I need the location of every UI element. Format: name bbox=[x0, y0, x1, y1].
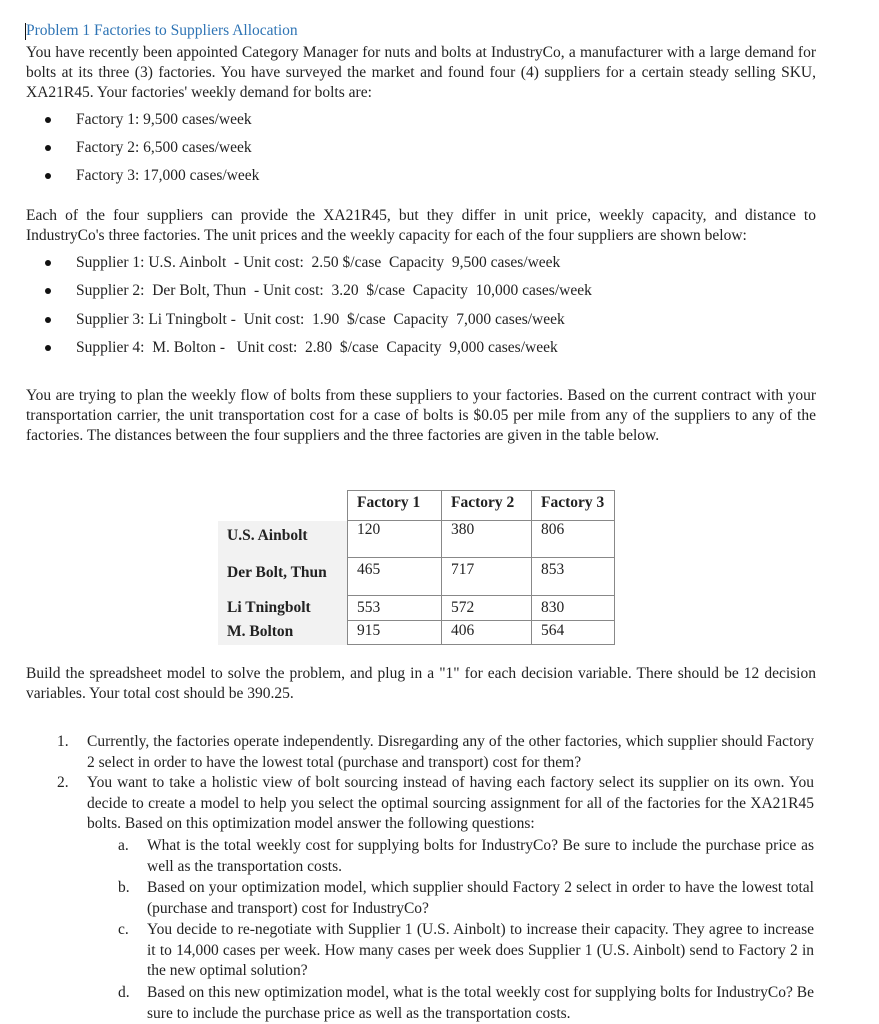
table-cell: 915 bbox=[348, 621, 442, 645]
transport-paragraph: You are trying to plan the weekly flow of bolts from these suppliers to your factories. Based on the current contract with your transportation carrier, the unit transportation cost for a case of bolts is $0.05 per mile from any of the suppliers to any of the factories. The distances between the four suppliers and the three factories are given in the table below. bbox=[26, 387, 816, 444]
row-label: M. Bolton bbox=[218, 621, 348, 645]
intro-paragraph: You have recently been appointed Category Manager for nuts and bolts at IndustryCo, a manufacturer with a large demand for bolts at its three (3) factories. You have surveyed the market and found four (4) suppliers for a certain steady selling SKU, XA21R45. Your factories' weekly demand for bolts are: bbox=[26, 44, 816, 101]
table-cell: 806 bbox=[532, 521, 615, 558]
table-cell: 380 bbox=[442, 521, 532, 558]
row-label: Der Bolt, Thun bbox=[218, 558, 348, 596]
question-text: Currently, the factories operate independently. Disregarding any of the other factories, which supplier should Factory 2 select in order to have the lowest total (purchase and transport) cost for them? bbox=[87, 733, 814, 771]
table-cell: 406 bbox=[442, 621, 532, 645]
distance-table bbox=[218, 490, 615, 645]
bullet-dot-icon bbox=[45, 145, 51, 151]
table-cell: 120 bbox=[348, 521, 442, 558]
problem-title: Problem 1 Factories to Suppliers Allocation bbox=[26, 22, 298, 39]
table-row bbox=[218, 621, 615, 645]
question-number: 2. bbox=[57, 774, 69, 791]
question-text: You want to take a holistic view of bolt sourcing instead of having each factory select its supplier on its own. You decide to create a model to help you select the optimal sourcing assignment for all of the factories for the XA21R45 bolts. Based on this optimization model answer the following questions: bbox=[87, 774, 814, 832]
bullet-dot-icon bbox=[45, 317, 51, 323]
subquestion-text: Based on your optimization model, which supplier should Factory 2 select in order to have the lowest total (purchase and transport) cost for IndustryCo? bbox=[147, 879, 814, 917]
document-page: Problem 1 Factories to Suppliers Allocation You have recently been appointed Category Manager for nuts and bolts at IndustryCo, a manufacturer with a large demand for bolts at its three (3) factories. You have surveyed the market and found four (4) suppliers for a certain steady selling SKU, XA21R45. Your factories' weekly demand for bolts are: Factory 1: 9,500 cases/week Factory 2: 6,500 cases/week Factory 3: 17,000 cases/week Each of the four suppliers can provide the XA21R45, but they differ in unit price, weekly capacity, and distance to IndustryCo's three factories. The unit prices and the weekly capacity for each of the four suppliers are shown below: Supplier 1: U.S. Ainbolt - Unit cost: 2.50 $/case Capacity 9,500 cases/week Supplier 2: Der Bolt, Thun - Unit cost: 3.20 $/case Capacity 10,000 cases/week Supplier 3: Li Tningbolt - Unit cost: 1.90 $/case Capacity 7,000 cases/week Supplier 4: M. Bolton - Unit cost: 2.80 $/case Capacity 9,000 cases/week You are trying to plan the weekly flow of bolts from these suppliers to your factories. Based on the current contract with your transportation carrier, the unit transportation cost for a case of bolts is $0.05 per mile from any of the suppliers to any of the factories. The distances between the four suppliers and the three factories are given in the table below. Factory 1 Factory 2 Factory 3 U.S. Ainbolt 120 380 806 Der Bolt, Thun 465 717 853 Li Tningbolt 553 572 830 M. Bolton 915 406 564 Build the spreadsheet model to solve the problem, and plug in a "1" for each decision variable. There should be 12 decision variables. Your total cost should be 390.25. 1. Currently, the factories operate independently. Disregarding any of the other factories, which supplier should Factory 2 select in order to have the lowest total (purchase and transport) cost for them? 2. You want to take a holistic view of bolt sourcing instead of having each factory select its supplier on its own. You decide to create a model to help you select the optimal sourcing assignment for all of the factories for the XA21R45 bolts. Based on this optimization model answer the following questions: a. What is the total weekly cost for supplying bolts for IndustryCo? Be sure to include the purchase price as well as the transportation costs. b. Based on your optimization model, which supplier should Factory 2 select in order to have the lowest total (purchase and transport) cost for IndustryCo? c. You decide to re-negotiate with Supplier 1 (U.S. Ainbolt) to increase their capacity. They agree to increase it to 14,000 cases per week. How many cases per week does Supplier 1 (U.S. Ainbolt) send to Factory 2 in the new optimal solution? d. Based on this new optimization model, what is the total weekly cost for supplying bolts for IndustryCo? Be sure to include the purchase price as well as the transportation costs. bbox=[0, 0, 879, 1024]
question-number: 1. bbox=[57, 733, 69, 750]
table-row bbox=[218, 558, 615, 596]
column-header: Factory 2 bbox=[442, 491, 532, 521]
table-cell: 564 bbox=[532, 621, 615, 645]
row-label: Li Tningbolt bbox=[218, 596, 348, 621]
table-cell: 553 bbox=[348, 596, 442, 621]
subquestion-text: Based on this new optimization model, what is the total weekly cost for supplying bolts for IndustryCo? Be sure to include the purchase price as well as the transportation costs. bbox=[147, 984, 814, 1022]
subquestion-letter: c. bbox=[118, 921, 129, 938]
table-row bbox=[218, 521, 615, 558]
bullet-dot-icon bbox=[45, 260, 51, 266]
row-label: U.S. Ainbolt bbox=[218, 521, 348, 558]
bullet-dot-icon bbox=[45, 345, 51, 351]
bullet-dot-icon bbox=[45, 288, 51, 294]
bullet-dot-icon bbox=[45, 173, 51, 179]
table-row bbox=[218, 596, 615, 621]
table-cell: 717 bbox=[442, 558, 532, 596]
subquestion-text: You decide to re-negotiate with Supplier 1 (U.S. Ainbolt) to increase their capacity. They agree to increase it to 14,000 cases per week. How many cases per week does Supplier 1 (U.S. Ainbolt) send to Factory 2 in the new optimal solution? bbox=[147, 921, 814, 979]
subquestion-letter: b. bbox=[118, 879, 130, 896]
subquestion-text: What is the total weekly cost for supplying bolts for IndustryCo? Be sure to include the purchase price as well as the transportation costs. bbox=[147, 837, 814, 875]
column-header: Factory 3 bbox=[532, 491, 615, 521]
subquestion-letter: d. bbox=[118, 984, 130, 1001]
build-paragraph: Build the spreadsheet model to solve the problem, and plug in a "1" for each decision variable. There should be 12 decision variables. Your total cost should be 390.25. bbox=[26, 665, 816, 702]
table-cell: 572 bbox=[442, 596, 532, 621]
table-cell: 853 bbox=[532, 558, 615, 596]
suppliers-paragraph: Each of the four suppliers can provide the XA21R45, but they differ in unit price, weekly capacity, and distance to IndustryCo's three factories. The unit prices and the weekly capacity for each of the four suppliers are shown below: bbox=[26, 207, 816, 244]
column-header: Factory 1 bbox=[348, 491, 442, 521]
bullet-dot-icon bbox=[45, 117, 51, 123]
table-cell: 830 bbox=[532, 596, 615, 621]
table-cell: 465 bbox=[348, 558, 442, 596]
subquestion-letter: a. bbox=[118, 837, 129, 854]
table-header-row bbox=[218, 491, 615, 521]
